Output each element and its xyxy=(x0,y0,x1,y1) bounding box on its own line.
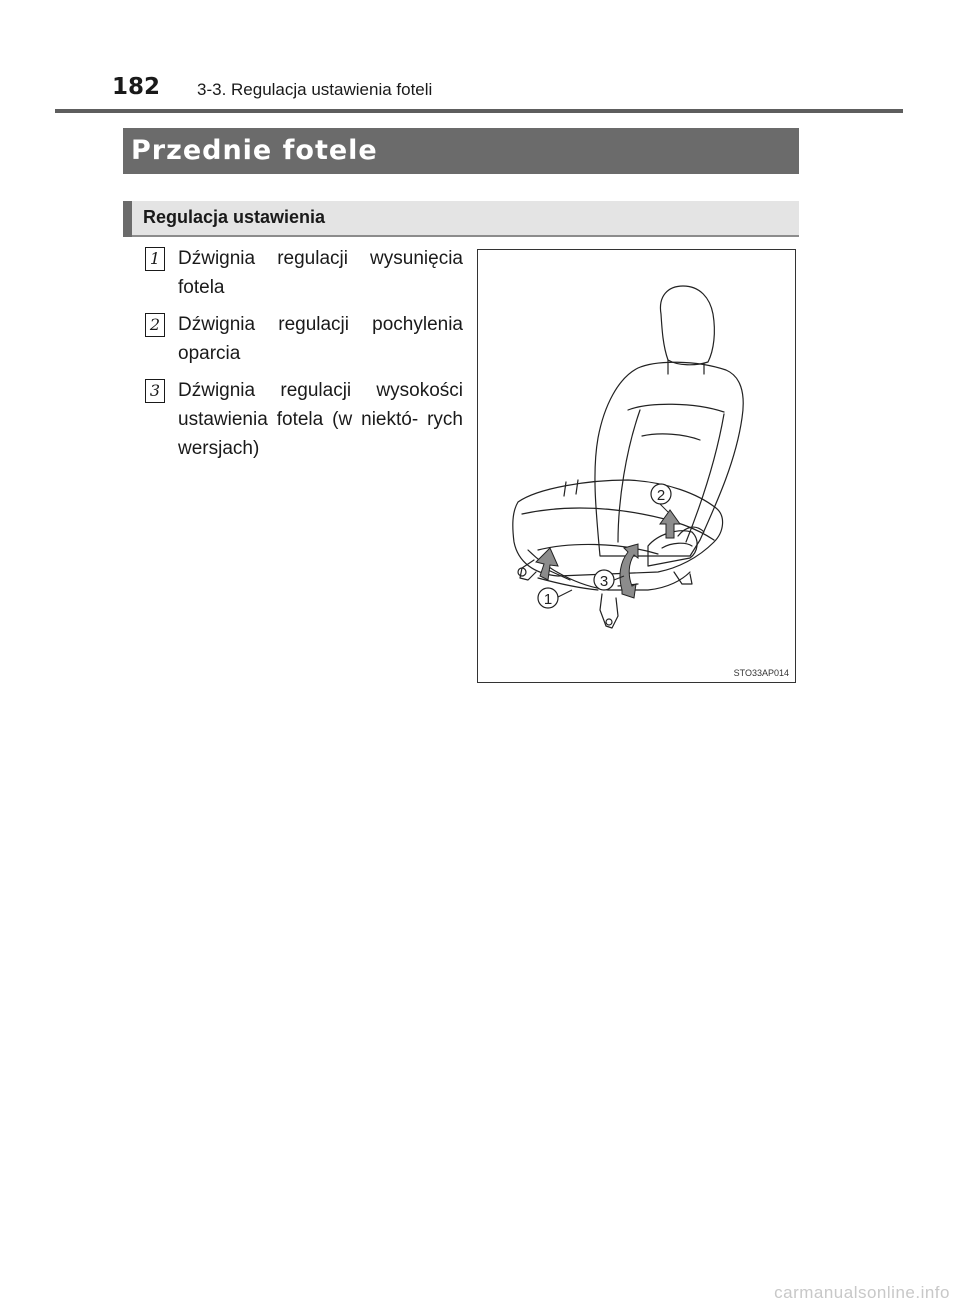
list-item xyxy=(145,376,463,463)
subheading-bar xyxy=(123,201,799,237)
callout-3 xyxy=(594,570,614,590)
adjustment-list xyxy=(145,244,463,471)
chapter-title: 3-3. Regulacja ustawienia foteli xyxy=(197,80,433,99)
item-number-badge: 1 xyxy=(145,247,165,271)
arrow-3-icon xyxy=(620,544,638,598)
list-item xyxy=(145,244,463,302)
figure-code: STO33AP014 xyxy=(733,668,789,678)
section-title: Przednie fotele xyxy=(131,135,378,166)
callout-3-label: 3 xyxy=(599,573,609,590)
page-number: 182 xyxy=(112,74,161,100)
item-text: Dźwignia regulacji wysokości ustawienia fotela (w niektó- rych wersjach) xyxy=(178,380,463,459)
callout-1 xyxy=(538,588,558,608)
subheading-accent xyxy=(123,201,132,237)
arrow-2-icon xyxy=(660,510,680,538)
seat-illustration xyxy=(478,250,794,681)
seat-figure xyxy=(477,249,796,683)
list-item xyxy=(145,310,463,368)
callout-2 xyxy=(651,484,671,504)
callout-2-label: 2 xyxy=(656,487,666,504)
callout-1-label: 1 xyxy=(543,591,553,608)
item-number-badge: 3 xyxy=(145,379,165,403)
page-header xyxy=(0,0,960,116)
subheading-title: Regulacja ustawienia xyxy=(143,207,326,227)
section-title-bar xyxy=(123,128,799,174)
footer-watermark: carmanualsonline.info xyxy=(774,1283,950,1302)
item-text: Dźwignia regulacji pochylenia oparcia xyxy=(178,314,463,364)
header-rule xyxy=(55,109,903,113)
headrest-shape xyxy=(660,286,714,365)
item-number-badge: 2 xyxy=(145,313,165,337)
item-text: Dźwignia regulacji wysunięcia fotela xyxy=(178,248,463,298)
